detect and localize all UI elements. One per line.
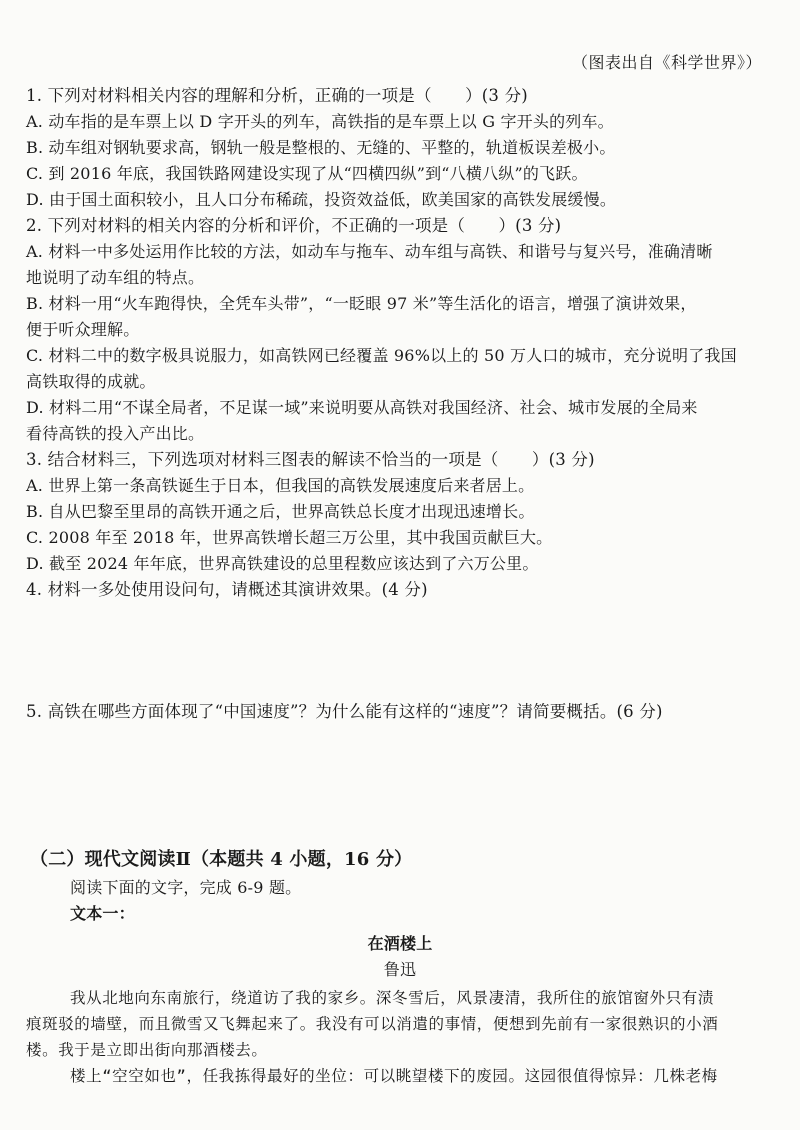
question-4: 4. 材料一多处使用设问句，请概述其演讲效果。(4 分) (26, 580, 428, 599)
question-1-option-c: C. 到 2016 年底，我国铁路网建设实现了从“四横四纵”到“八横八纵”的飞跃。 (26, 164, 588, 183)
question-2-option-c-cont: 高铁取得的成就。 (26, 372, 156, 391)
essay-author: 鲁迅 (383, 960, 417, 979)
question-2-option-b-cont: 便于听众理解。 (26, 320, 140, 339)
question-2-option-a: A. 材料一中多处运用作比较的方法，如动车与拖车、动车组与高铁、和谐号与复兴号，准确清晰 (26, 242, 713, 261)
question-2-option-c: C. 材料二中的数字极具说服力，如高铁网已经覆盖 96%以上的 50 万人口的城市，充分说明了我国 (26, 346, 737, 365)
section-2-title: （二）现代文阅读Ⅱ（本题共 4 小题，16 分） (30, 849, 413, 870)
essay-paragraph-1-line-2: 痕斑驳的墙壁，而且微雪又飞舞起来了。我没有可以消遣的事情，便想到先前有一家很熟识的小酒 (26, 1015, 719, 1033)
question-3-option-c: C. 2008 年至 2018 年，世界高铁增长超三万公里，其中我国贡献巨大。 (26, 528, 553, 547)
question-2-option-b: B. 材料一用“火车跑得快，全凭车头带”，“一眨眼 97 米”等生活化的语言，增强了演讲效果， (26, 294, 697, 313)
question-2-option-a-cont: 地说明了动车组的特点。 (26, 268, 205, 287)
question-1-option-b: B. 动车组对钢轨要求高，钢轨一般是整根的、无缝的、平整的，轨道板误差极小。 (26, 138, 616, 157)
source-note: （图表出自《科学世界》） (571, 53, 762, 72)
question-1-stem: 1. 下列对材料相关内容的理解和分析，正确的一项是（ ）(3 分) (26, 86, 528, 105)
question-2-option-d-cont: 看待高铁的投入产出比。 (26, 424, 205, 443)
question-1-option-a: A. 动车指的是车票上以 D 字开头的列车，高铁指的是车票上以 G 字开头的列车。 (26, 112, 614, 131)
question-1-option-d: D. 由于国土面积较小，且人口分布稀疏，投资效益低，欧美国家的高铁发展缓慢。 (26, 190, 617, 209)
essay-title: 在酒楼上 (367, 934, 433, 953)
section-2-instruction: 阅读下面的文字，完成 6-9 题。 (70, 878, 302, 897)
question-3-option-d: D. 截至 2024 年年底，世界高铁建设的总里程数应该达到了六万公里。 (26, 554, 539, 573)
text-one-label: 文本一： (70, 904, 135, 923)
question-2-option-d: D. 材料二用“不谋全局者，不足谋一域”来说明要从高铁对我国经济、社会、城市发展的全局来 (26, 398, 698, 417)
question-3-option-a: A. 世界上第一条高铁诞生于日本，但我国的高铁发展速度后来者居上。 (26, 476, 535, 495)
question-5: 5. 高铁在哪些方面体现了“中国速度”？为什么能有这样的“速度”？请简要概括。(6 分) (26, 702, 663, 721)
essay-paragraph-1-line-1: 我从北地向东南旅行，绕道访了我的家乡。深冬雪后，风景凄清，我所住的旅馆窗外只有渍 (70, 989, 715, 1007)
question-3-option-b: B. 自从巴黎至里昂的高铁开通之后，世界高铁总长度才出现迅速增长。 (26, 502, 535, 521)
question-2-stem: 2. 下列对材料的相关内容的分析和评价，不正确的一项是（ ）(3 分) (26, 216, 562, 235)
essay-paragraph-2-line-1: 楼上“空空如也”，任我拣得最好的坐位：可以眺望楼下的废园。这园很值得惊异：几株老梅 (70, 1067, 718, 1085)
question-3-stem: 3. 结合材料三，下列选项对材料三图表的解读不恰当的一项是（ ）(3 分) (26, 450, 595, 469)
essay-paragraph-1-line-3: 楼。我于是立即出街向那酒楼去。 (26, 1041, 268, 1059)
